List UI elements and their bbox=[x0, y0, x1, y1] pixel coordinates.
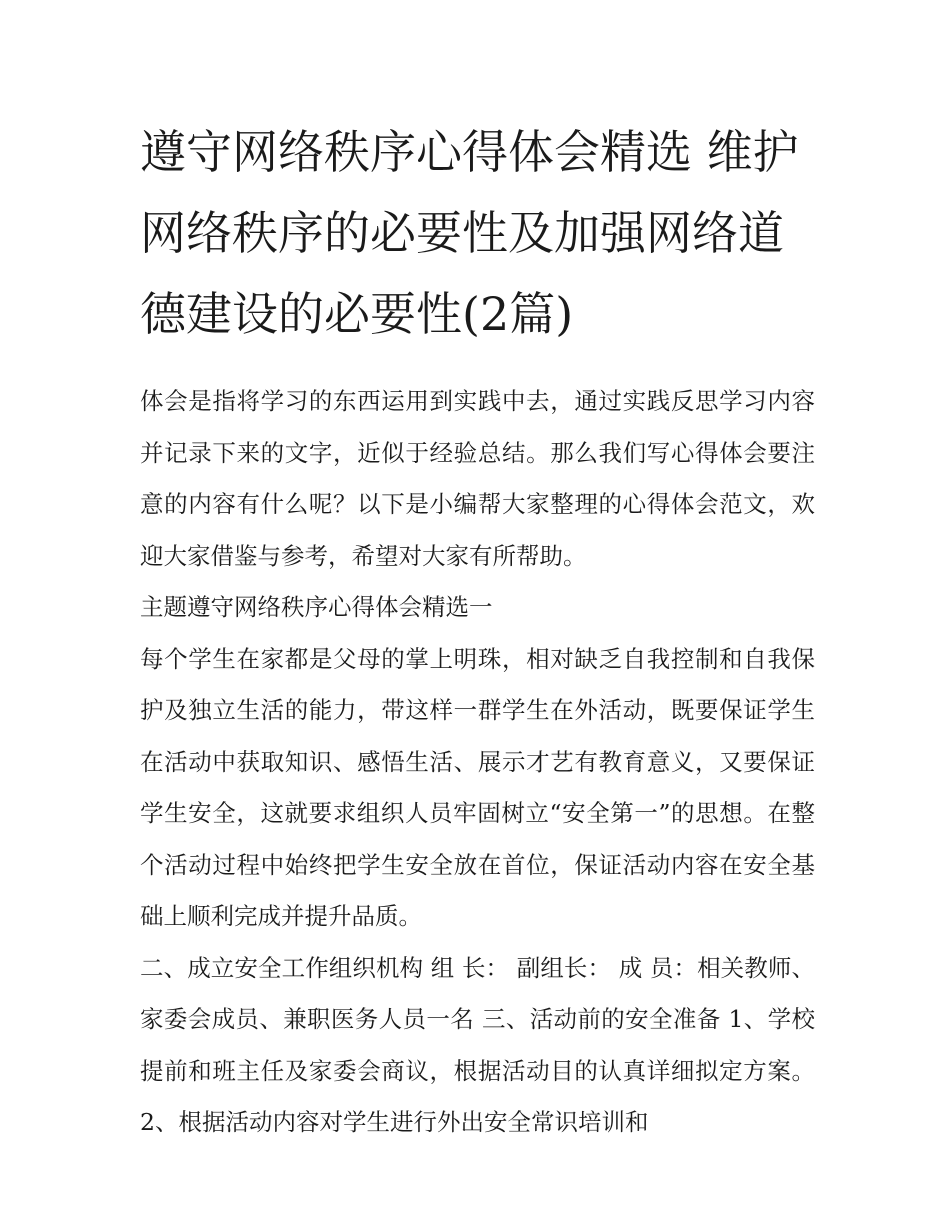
intro-paragraph: 体会是指将学习的东西运用到实践中去，通过实践反思学习内容并记录下来的文字，近似于经验总结。那么我们写心得体会要注意的内容有什么呢？以下是小编帮大家整理的心得体会范文，欢迎大家借鉴与参考，希望对大家有所帮助。 bbox=[140, 387, 815, 570]
document-title: 遵守网络秩序心得体会精选 维护网络秩序的必要性及加强网络道德建设的必要性(2篇) bbox=[140, 125, 799, 341]
body-paragraph-1: 每个学生在家都是父母的掌上明珠，相对缺乏自我控制和自我保护及独立生活的能力，带这样一群学生在外活动，既要保证学生在活动中获取知识、感悟生活、展示才艺有教育意义，又要保证学生安全，这就要求组织人员牢固树立“安全第一”的思想。在整个活动过程中始终把学生安全放在首位，保证活动内容在安全基础上顺利完成并提升品质。 bbox=[140, 644, 815, 930]
section-heading: 主题遵守网络秩序心得体会精选一 bbox=[140, 593, 493, 621]
body-paragraph-2: 二、成立安全工作组织机构 组 长： 副组长： 成 员：相关教师、家委会成员、兼职医务人员一名 三、活动前的安全准备 1、学校提前和班主任及家委会商议，根据活动目的认真详细拟定方案。 2、根据活动内容对学生进行外出安全常识培训和 bbox=[140, 953, 815, 1136]
document-page bbox=[140, 112, 815, 1149]
